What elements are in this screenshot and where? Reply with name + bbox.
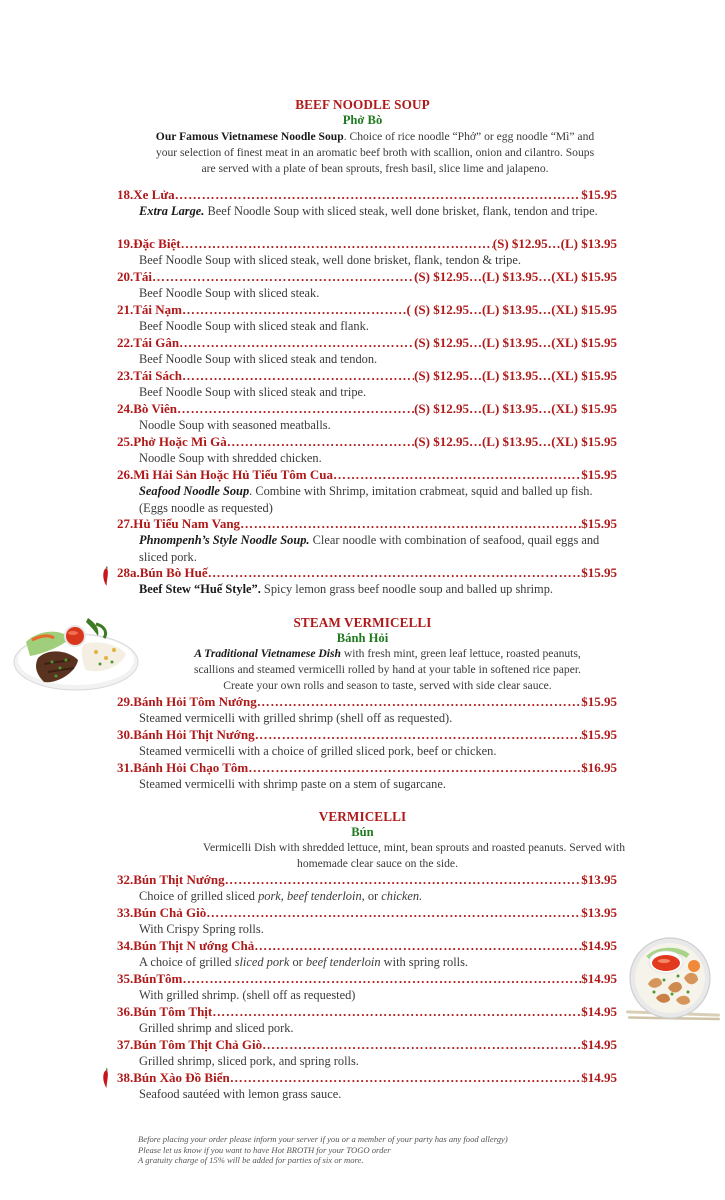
spicy-chili-icon [102, 566, 109, 586]
section-title-vermicelli: VERMICELLI [318, 809, 407, 824]
item-name: Hủ Tiếu Nam Vang [133, 516, 241, 531]
item-price: $15.95 [581, 694, 617, 709]
item-price: $15.95 [581, 187, 617, 202]
item-price: (S) $12.95…(L) $13.95 [492, 236, 617, 251]
menu-item-32: 32. Bún Thịt Nướng ……………………………………………………………………………………………………………………………………………………… $13.95 Choice of grilled sliced pork, beef tenderloin, or chicken. [117, 872, 617, 905]
item-description: A choice of grilled sliced pork or beef tenderloin with spring rolls. [139, 955, 469, 969]
item-name: Phở Hoặc Mì Gà [133, 434, 227, 449]
item-name: Bún Tôm Thịt Chả Giò [133, 1037, 263, 1052]
item-price: $15.95 [581, 516, 617, 531]
menu-item-28a: 28a. Bún Bò Huế ……………………………………………………………………………………………………………………………………………………… $15.95 Beef Stew “Huế Style”. Spicy lemon grass beef noodle soup and balled up shrimp. [117, 565, 617, 598]
item-description: With grilled shrimp. (shell off as requested) [139, 988, 356, 1002]
menu-item-20: 20. Tái ……………………………………………………………………………………………………………………………………………………… (S) $12.95…(L) $13.95…(XL) $15.95 Beef Noodle Soup with sliced steak. [117, 269, 617, 302]
item-name: Bún Thịt N ướng Chả [133, 938, 255, 953]
item-name: Tái Gân [133, 335, 180, 350]
item-name: Tái [133, 269, 153, 284]
item-description: Seafood sautéed with lemon grass sauce. [139, 1087, 342, 1101]
menu-item-23: 23. Tái Sách ……………………………………………………………………………………………………………………………………………………… (S) $12.95…(L) $13.95…(XL) $15.95 Beef Noodle Soup with sliced steak and tripe. [117, 368, 617, 401]
item-price: ( (S) $12.95…(L) $13.95…(XL) $15.95 [406, 302, 617, 317]
item-description: Grilled shrimp, sliced pork, and spring rolls. [139, 1054, 359, 1068]
section-subtitle-banh-hoi: Bánh Hỏi [336, 631, 389, 645]
item-name: Bánh Hỏi Tôm Nướng [133, 694, 257, 709]
item-name: Bún Chả Giò [133, 905, 207, 920]
item-name: Bò Viên [133, 401, 177, 416]
section-intro-beef-noodle-soup: Our Famous Vietnamese Noodle Soup. Choice of rice noodle “Phở” or egg noodle “Mì” and your selection of finest meat in an aromatic beef broth with scallion, onion and cilantro. Soups are served with a plate of bean sprouts, fresh basil, slice lime and jalapeno. [155, 130, 595, 175]
menu-item-31: 31. Bánh Hỏi Chạo Tôm ……………………………………………………………………………………………………………………………………………………… $16.95 Steamed vermicelli with shrimp paste on a stem of sugarcane. [117, 760, 617, 793]
item-name: Bún Tôm Thịt [133, 1004, 213, 1019]
togo-broth-note: Please let us know if you want to have Hot BROTH for your TOGO order [138, 1144, 391, 1155]
item-name: Đặc Biệt [133, 236, 181, 251]
item-description: Beef Stew “Huế Style”. Spicy lemon grass beef noodle soup and balled up shrimp. [139, 582, 553, 596]
menu-item-34: 34. Bún Thịt N ướng Chả ……………………………………………………………………………………………………………………………………………………… $14.95 A choice of grilled sliced pork or beef tenderloin with spring rolls. [117, 938, 617, 971]
menu-item-29: 29. Bánh Hỏi Tôm Nướng ……………………………………………………………………………………………………………………………………………………… $15.95 Steamed vermicelli with grilled shrimp (shell off as requested). [117, 694, 617, 727]
item-description: Grilled shrimp and sliced pork. [139, 1021, 294, 1035]
menu-item-22: 22. Tái Gân ……………………………………………………………………………………………………………………………………………………… (S) $12.95…(L) $13.95…(XL) $15.95 Beef Noodle Soup with sliced steak and tendon. [117, 335, 617, 368]
item-price: $14.95 [581, 1004, 617, 1019]
item-description: Beef Noodle Soup with sliced steak and flank. [139, 319, 369, 333]
item-description: Beef Noodle Soup with sliced steak and tendon. [139, 352, 378, 366]
item-name: Tái Nạm [133, 302, 182, 317]
section-intro-steam-vermicelli: A Traditional Vietnamese Dish with fresh mint, green leaf lettuce, roasted peanuts, scallions and steamed vermicelli rolled by hand at your table in softened rice paper. Create your own rolls and season to taste, served with side clear sauce. [194, 647, 581, 692]
item-name: Bánh Hỏi Thịt Nướng [133, 727, 255, 742]
item-price: $14.95 [581, 1070, 617, 1085]
gratuity-note: A gratuity charge of 15% will be added for parties of six or more. [138, 1155, 364, 1165]
intro-lead: A Traditional Vietnamese Dish [194, 647, 341, 660]
item-price: (S) $12.95…(L) $13.95…(XL) $15.95 [414, 401, 617, 416]
item-description: Phnompenh’s Style Noodle Soup. Clear noodle with combination of seafood, quail eggs and sliced pork. [139, 533, 600, 564]
item-name: Bún Thịt Nướng [133, 872, 225, 887]
item-description: Noodle Soup with seasoned meatballs. [139, 418, 331, 432]
item-name: Bún Xào Đồ Biển [133, 1070, 230, 1085]
item-description: With Crispy Spring rolls. [139, 922, 264, 936]
item-price: $14.95 [581, 938, 617, 953]
section-title-steam-vermicelli: STEAM VERMICELLI [293, 615, 432, 630]
bun-bowl-photo [618, 932, 722, 1024]
item-price: $16.95 [581, 760, 617, 775]
menu-item-30: 30. Bánh Hỏi Thịt Nướng ……………………………………………………………………………………………………………………………………………………… $15.95 Steamed vermicelli with a choice of grilled sliced pork, beef or chicken. [117, 727, 617, 760]
item-price: (S) $12.95…(L) $13.95…(XL) $15.95 [414, 269, 617, 284]
section-title-beef-noodle-soup: BEEF NOODLE SOUP [295, 97, 430, 112]
menu-item-24: 24. Bò Viên ……………………………………………………………………………………………………………………………………………………… (S) $12.95…(L) $13.95…(XL) $15.95 Noodle Soup with seasoned meatballs. [117, 401, 617, 434]
menu-item-35: 35. BúnTôm ……………………………………………………………………………………………………………………………………………………… $14.95 With grilled shrimp. (shell off as requested) [117, 971, 617, 1004]
menu-item-25: 25. Phở Hoặc Mì Gà ……………………………………………………………………………………………………………………………………………………… (S) $12.95…(L) $13.95…(XL) $15.95 Noodle Soup with shredded chicken. [117, 434, 617, 467]
item-description: Beef Noodle Soup with sliced steak and tripe. [139, 385, 367, 399]
menu-item-19: 19. Đặc Biệt ……………………………………………………………………………………………………………………………………………………… (S) $12.95…(L) $13.95 Beef Noodle Soup with sliced steak, well done brisket, flank, tendon & tripe. [117, 236, 617, 269]
menu-item-26: 26. Mì Hải Sản Hoặc Hủ Tiếu Tôm Cua ……………………………………………………………………………………………………………………………………………………… $15.95 Seafood Noodle Soup. Combine with Shrimp, imitation crabmeat, squid and balled up fish. (Eggs noodle as requested) [117, 467, 617, 516]
item-description: Choice of grilled sliced pork, beef tenderloin, or chicken. [139, 889, 423, 903]
item-price: $15.95 [581, 727, 617, 742]
menu-item-37: 37. Bún Tôm Thịt Chả Giò ……………………………………………………………………………………………………………………………………………………… $14.95 Grilled shrimp, sliced pork, and spring rolls. [117, 1037, 617, 1070]
menu-item-33: 33. Bún Chả Giò ……………………………………………………………………………………………………………………………………………………… $13.95 With Crispy Spring rolls. [117, 905, 617, 938]
item-price: $14.95 [581, 1037, 617, 1052]
item-description: Noodle Soup with shredded chicken. [139, 451, 322, 465]
menu-item-27: 27. Hủ Tiếu Nam Vang ……………………………………………………………………………………………………………………………………………………… $15.95 Phnompenh’s Style Noodle Soup. Clear noodle with combination of seafood, quail eggs and sliced pork. [117, 516, 617, 565]
item-name: Tái Sách [133, 368, 183, 383]
item-price: $13.95 [581, 905, 617, 920]
item-description: Extra Large. Beef Noodle Soup with sliced steak, well done brisket, flank, tendon and tripe. [139, 204, 598, 218]
item-price: $15.95 [581, 565, 617, 580]
menu-item-38: 38. Bún Xào Đồ Biển ……………………………………………………………………………………………………………………………………………………… $14.95 Seafood sautéed with lemon grass sauce. [117, 1070, 617, 1103]
item-name: Bún Bò Huế [139, 565, 208, 580]
item-name: BúnTôm [133, 971, 183, 986]
item-name: Bánh Hỏi Chạo Tôm [133, 760, 249, 775]
item-description: Steamed vermicelli with grilled shrimp (shell off as requested). [139, 711, 453, 725]
menu-item-18: 18. Xe Lửa ……………………………………………………………………………………………………………………………………………………… $15.95 Extra Large. Beef Noodle Soup with sliced steak, well done brisket, flank, tendon and tripe. [117, 187, 617, 220]
item-price: (S) $12.95…(L) $13.95…(XL) $15.95 [414, 335, 617, 350]
item-price: $14.95 [581, 971, 617, 986]
item-description: Beef Noodle Soup with sliced steak. [139, 286, 320, 300]
item-description: Steamed vermicelli with shrimp paste on a stem of sugarcane. [139, 777, 446, 791]
spicy-chili-icon [102, 1068, 109, 1088]
section-subtitle-bun: Bún [351, 825, 374, 839]
footer-notes [138, 1134, 578, 1166]
menu-item-36: 36. Bún Tôm Thịt ……………………………………………………………………………………………………………………………………………………… $14.95 Grilled shrimp and sliced pork. [117, 1004, 617, 1037]
item-price: $13.95 [581, 872, 617, 887]
item-price: (S) $12.95…(L) $13.95…(XL) $15.95 [414, 434, 617, 449]
item-description: Steamed vermicelli with a choice of grilled sliced pork, beef or chicken. [139, 744, 497, 758]
item-description: Seafood Noodle Soup. Combine with Shrimp, imitation crabmeat, squid and balled up fish. (Eggs noodle as requested) [139, 484, 593, 515]
allergy-note: Before placing your order please inform your server if you or a member of your party has any food allergy) [138, 1134, 508, 1144]
item-price: $15.95 [581, 467, 617, 482]
section-subtitle-pho-bo: Phở Bò [342, 113, 383, 127]
intro-lead: Our Famous Vietnamese Noodle Soup [155, 130, 344, 143]
item-description: Beef Noodle Soup with sliced steak, well done brisket, flank, tendon & tripe. [139, 253, 521, 267]
item-price: (S) $12.95…(L) $13.95…(XL) $15.95 [414, 368, 617, 383]
menu-item-21: 21. Tái Nạm ……………………………………………………………………………………………………………………………………………………… ( (S) $12.95…(L) $13.95…(XL) $15.95 Beef Noodle Soup with sliced steak and flank. [117, 302, 617, 335]
item-name: Mì Hải Sản Hoặc Hủ Tiếu Tôm Cua [133, 467, 333, 482]
section-intro-vermicelli: Vermicelli Dish with shredded lettuce, mint, bean sprouts and roasted peanuts. Served with homemade clear sauce on the side. [202, 841, 625, 870]
item-name: Xe Lửa [133, 187, 175, 202]
